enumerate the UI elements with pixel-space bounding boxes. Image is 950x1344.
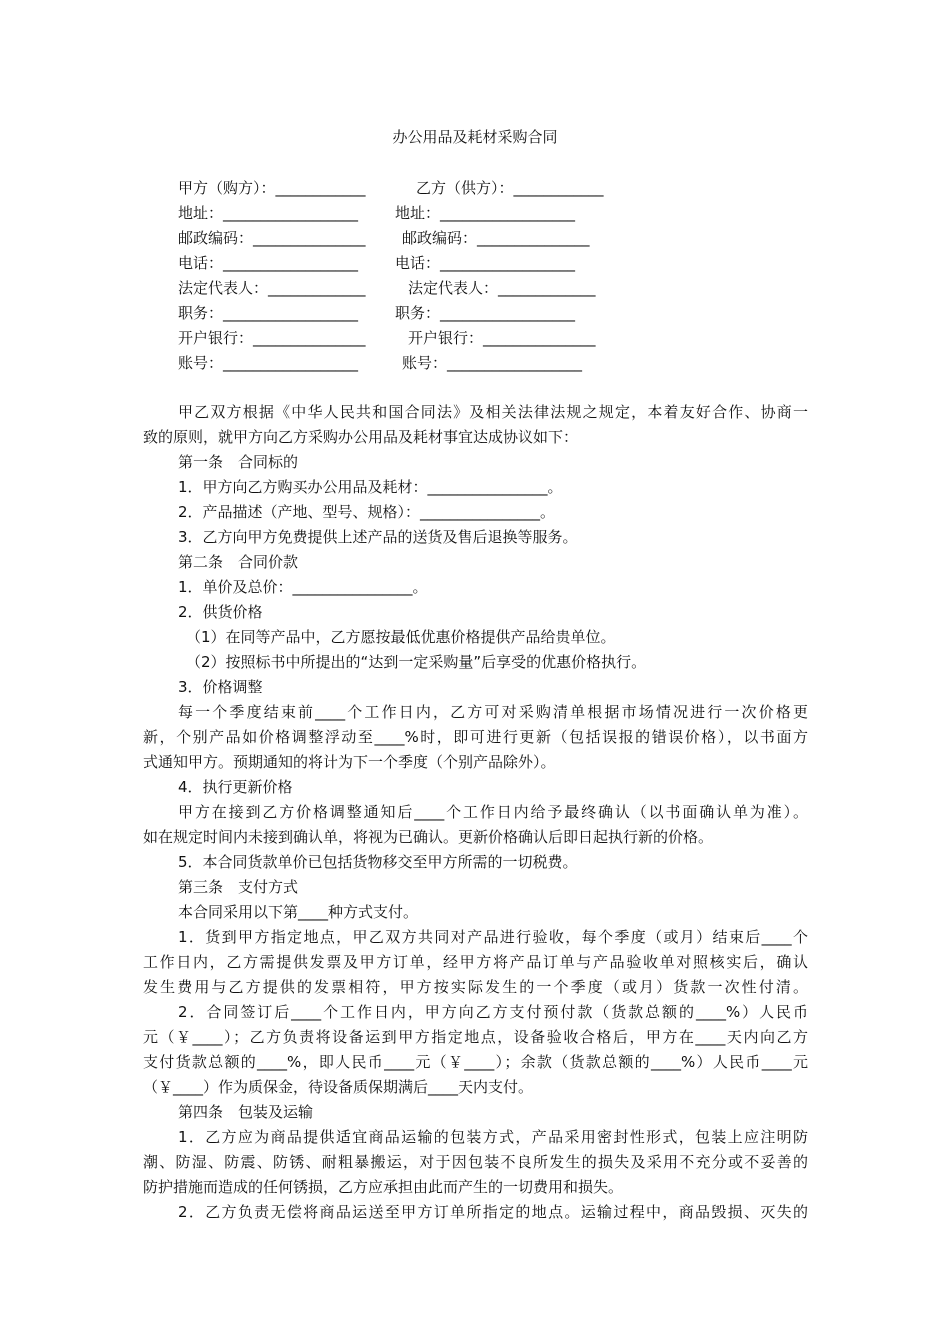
clause-line: 支付货款总额的____%，即人民币____元（￥____）；余款（货款总额的____%）人民币____元 <box>143 1053 808 1071</box>
seller-address-field: 地址：__________________ <box>395 204 576 222</box>
clause-line: 发生费用与乙方提供的发票相符，甲方按实际发生的一个季度（或月）货款一次性付清。 <box>143 978 808 996</box>
preamble-line: 甲乙双方根据《中华人民共和国合同法》及相关法律法规之规定，本着友好合作、协商一 <box>178 403 808 421</box>
seller-field: 乙方（供方）：____________ <box>416 179 604 197</box>
party-row-address <box>178 201 778 226</box>
clause-line: 工作日内，乙方需提供发票及甲方订单，经甲方将产品订单与产品验收单对照核实后，确认 <box>143 953 808 971</box>
article-2-heading: 第二条 合同价款 <box>178 553 299 571</box>
clause-line: 5．本合同货款单价已包括货物移交至甲方所需的一切税费。 <box>178 853 578 871</box>
article-1-heading: 第一条 合同标的 <box>178 453 299 471</box>
clause-line: 2．产品描述（产地、型号、规格）：________________。 <box>178 503 556 521</box>
clause-line: 元（￥____）；乙方负责将设备运到甲方指定地点，设备验收合格后，甲方在____天内向乙方 <box>143 1028 808 1046</box>
article-4-heading: 第四条 包装及运输 <box>178 1103 314 1121</box>
document-title: 办公用品及耗材采购合同 <box>392 128 558 146</box>
party-info-block <box>178 176 778 376</box>
party-row-phone <box>178 251 778 276</box>
preamble-line: 致的原则，就甲方向乙方采购办公用品及耗材事宜达成协议如下： <box>143 428 579 446</box>
party-row-legal-rep <box>178 276 778 301</box>
clause-line: 新，个别产品如价格调整浮动至____%时，即可进行更新（包括误报的错误价格），以书面方 <box>143 728 808 746</box>
buyer-field: 甲方（购方）：____________ <box>178 179 366 197</box>
sub-clause-line: （2）按照标书中所提出的“达到一定采购量”后享受的优惠价格执行。 <box>186 653 647 671</box>
seller-legal-rep-field: 法定代表人：_____________ <box>408 279 596 297</box>
clause-line: 2．乙方负责无偿将商品运送至甲方订单所指定的地点。运输过程中，商品毁损、灭失的 <box>178 1203 808 1221</box>
buyer-postcode-field: 邮政编码：_______________ <box>178 229 366 247</box>
clause-line: 潮、防湿、防震、防锈、耐粗暴搬运，对于因包装不良所发生的损失及采用不充分或不妥善的 <box>143 1153 808 1171</box>
seller-bank-field: 开户银行：_______________ <box>408 329 596 347</box>
contract-body <box>143 400 808 1225</box>
seller-position-field: 职务：__________________ <box>395 304 576 322</box>
party-row-postcode <box>178 226 778 251</box>
clause-line: 2．供货价格 <box>178 603 263 621</box>
buyer-account-field: 账号：__________________ <box>178 354 359 372</box>
clause-line: 2．合同签订后____个工作日内，甲方向乙方支付预付款（货款总额的____%）人民币 <box>178 1003 808 1021</box>
clause-line: 本合同采用以下第____种方式支付。 <box>178 903 419 921</box>
seller-phone-field: 电话：__________________ <box>395 254 576 272</box>
buyer-position-field: 职务：__________________ <box>178 304 359 322</box>
party-row-bank <box>178 326 778 351</box>
party-row-position <box>178 301 778 326</box>
party-row-account <box>178 351 778 376</box>
clause-line: 1．单价及总价：________________。 <box>178 578 428 596</box>
clause-line: 4．执行更新价格 <box>178 778 293 796</box>
clause-line: 1．货到甲方指定地点，甲乙双方共同对产品进行验收，每个季度（或月）结束后____个 <box>178 928 808 946</box>
clause-line: （￥____）作为质保金，待设备质保期满后____天内支付。 <box>143 1078 534 1096</box>
clause-line: 式通知甲方。预期通知的将计为下一个季度（个别产品除外）。 <box>143 753 556 771</box>
clause-line: 3．价格调整 <box>178 678 263 696</box>
clause-line: 每一个季度结束前____个工作日内，乙方可对采购清单根据市场情况进行一次价格更 <box>178 703 808 721</box>
buyer-address-field: 地址：__________________ <box>178 204 359 222</box>
clause-line: 1．甲方向乙方购买办公用品及耗材：________________。 <box>178 478 563 496</box>
seller-account-field: 账号：__________________ <box>402 354 583 372</box>
buyer-legal-rep-field: 法定代表人：_____________ <box>178 279 366 297</box>
clause-line: 1．乙方应为商品提供适宜商品运输的包装方式，产品采用密封性形式，包装上应注明防 <box>178 1128 808 1146</box>
seller-postcode-field: 邮政编码：_______________ <box>402 229 590 247</box>
buyer-phone-field: 电话：__________________ <box>178 254 359 272</box>
clause-line: 甲方在接到乙方价格调整通知后____个工作日内给予最终确认（以书面确认单为准）。 <box>178 803 808 821</box>
clause-line: 如在规定时间内未接到确认单，将视为已确认。更新价格确认后即日起执行新的价格。 <box>143 828 714 846</box>
party-row-buyer-seller <box>178 176 778 201</box>
sub-clause-line: （1）在同等产品中，乙方愿按最低优惠价格提供产品给贵单位。 <box>186 628 616 646</box>
article-3-heading: 第三条 支付方式 <box>178 878 299 896</box>
clause-line: 防护措施而造成的任何锈损，乙方应承担由此而产生的一切费用和损失。 <box>143 1178 624 1196</box>
buyer-bank-field: 开户银行：_______________ <box>178 329 366 347</box>
clause-line: 3．乙方向甲方免费提供上述产品的送货及售后退换等服务。 <box>178 528 578 546</box>
